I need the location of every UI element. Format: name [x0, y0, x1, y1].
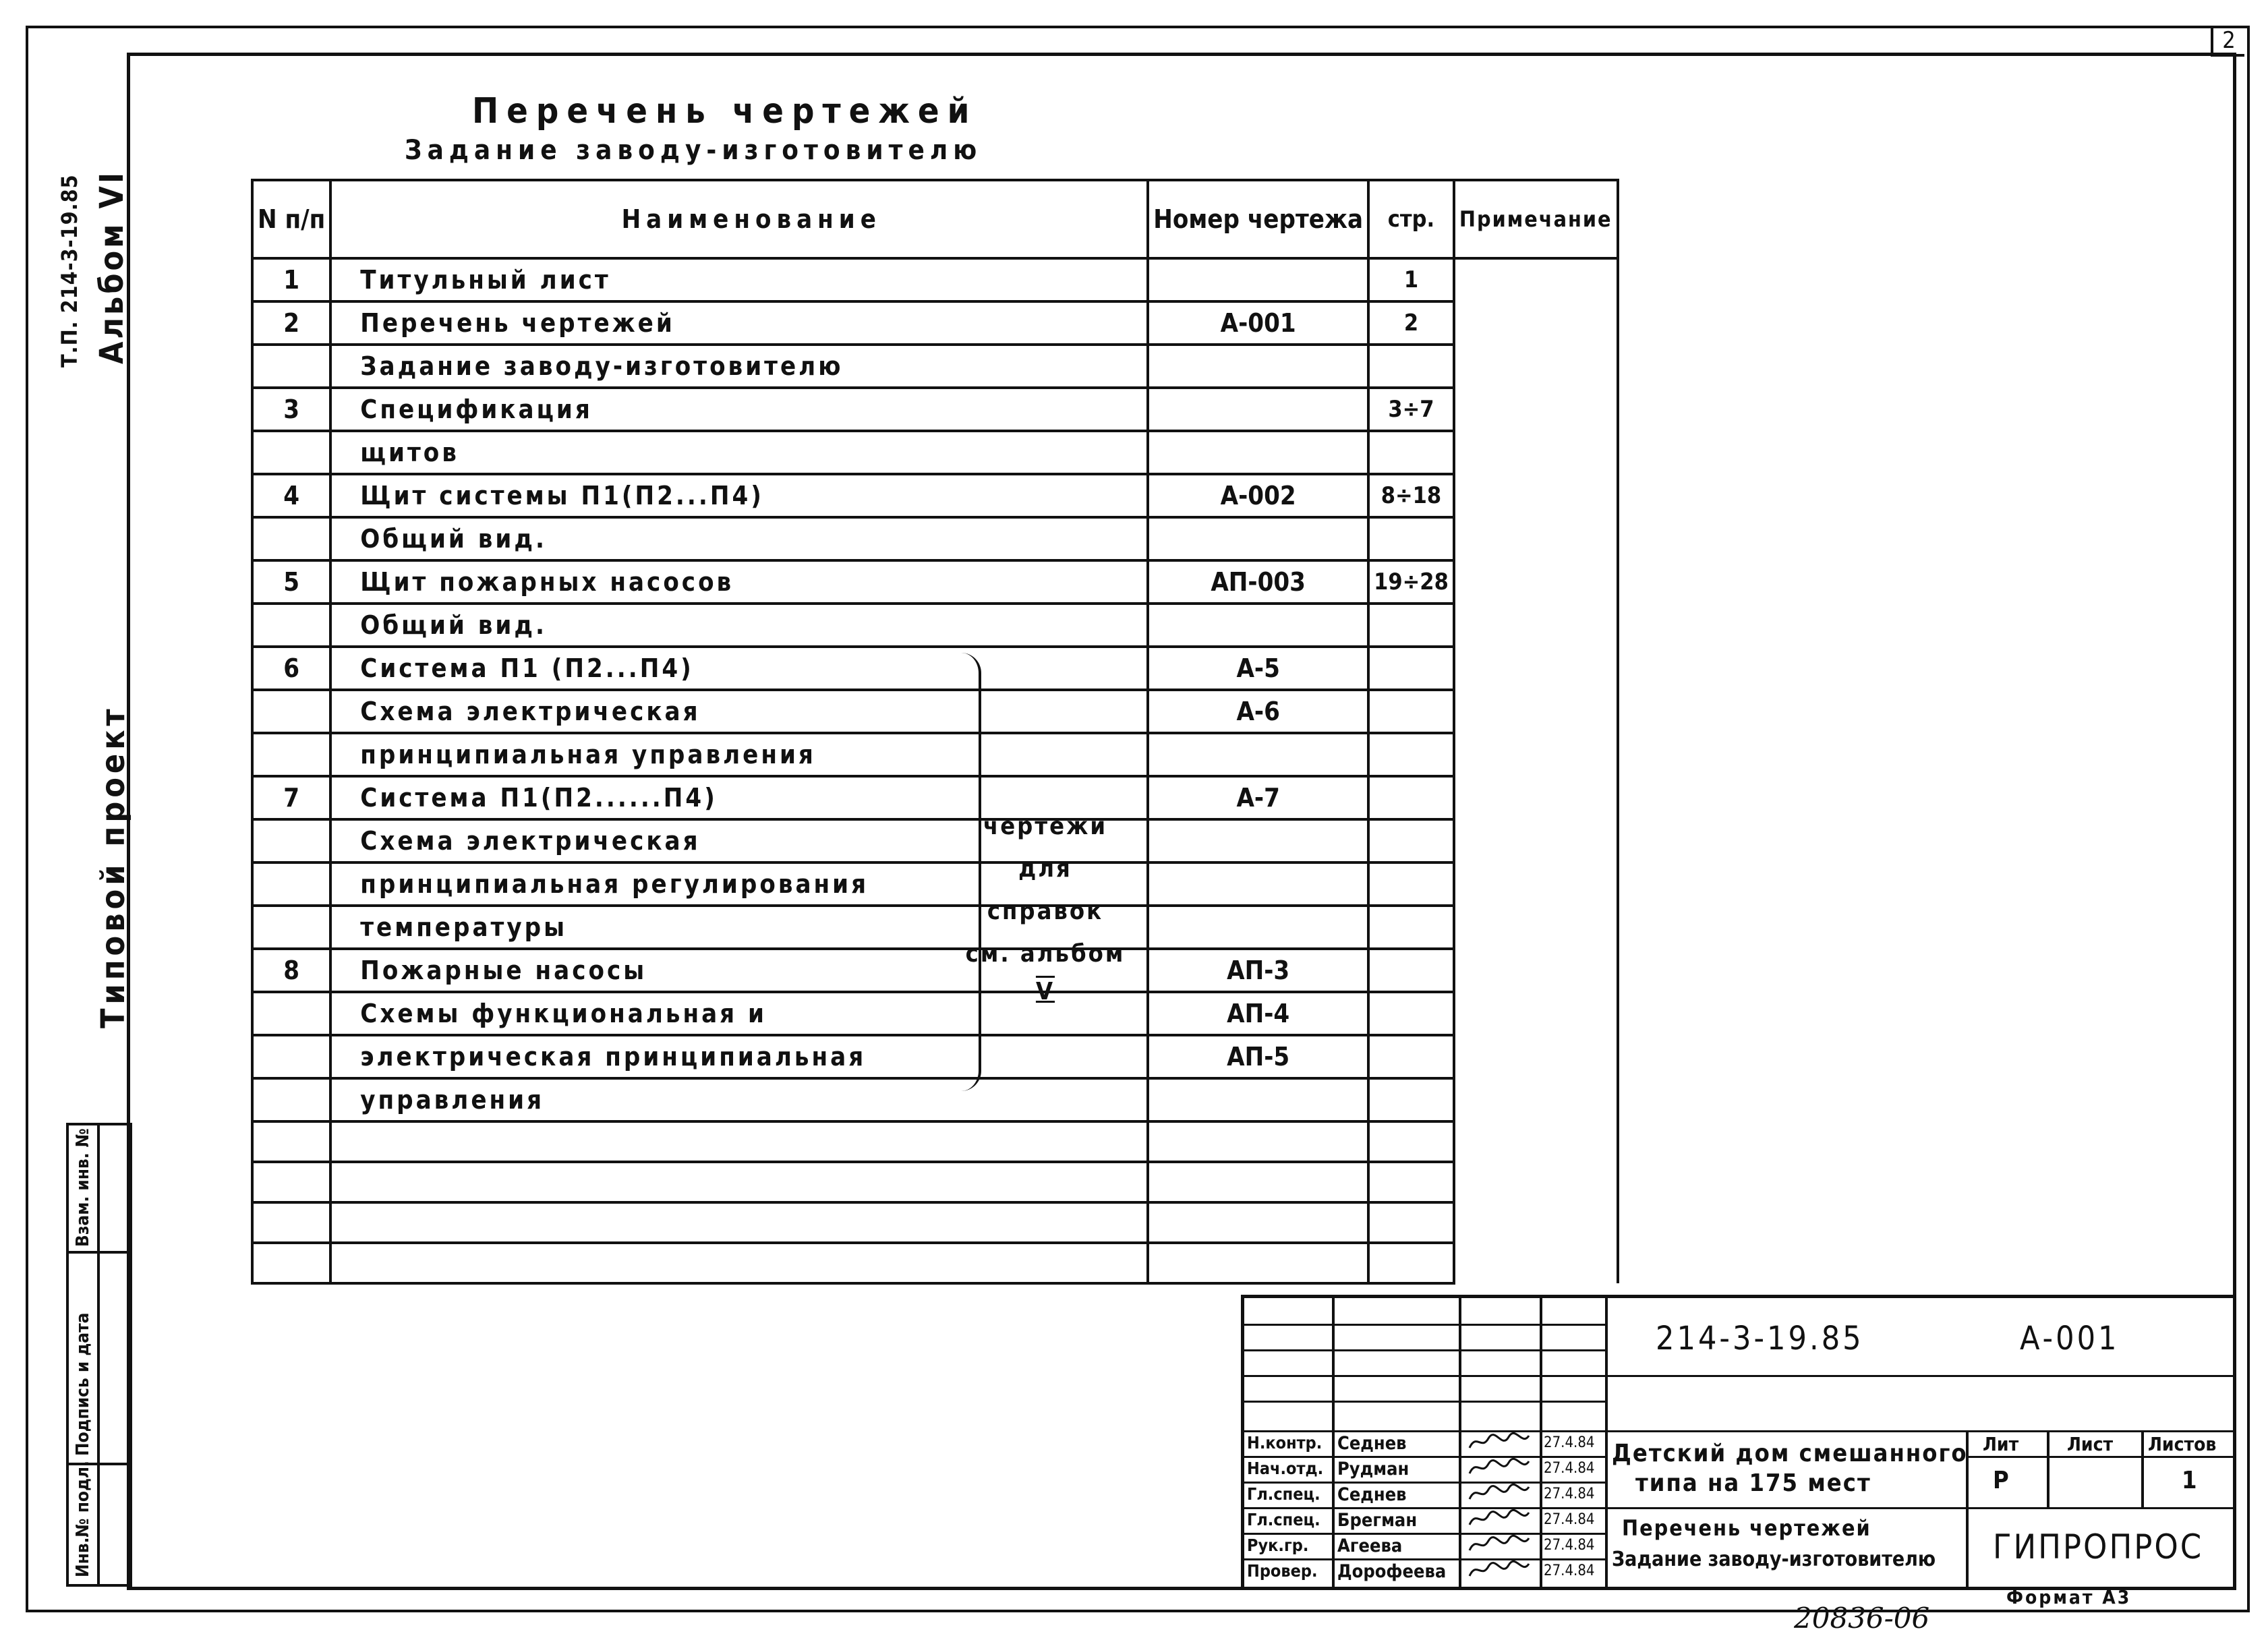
row-page: 8÷18	[1368, 474, 1454, 517]
row-name: электрическая принципиальная	[330, 1035, 1148, 1078]
row-note	[1454, 517, 1618, 560]
row-name	[330, 1162, 1148, 1202]
row-num	[252, 690, 330, 733]
signatory-date: 27.4.84	[1544, 1537, 1595, 1554]
row-note	[1454, 690, 1618, 733]
row-num	[252, 1162, 330, 1202]
row-page	[1368, 992, 1454, 1035]
stamp-vline	[1540, 1298, 1542, 1587]
row-note	[1454, 647, 1618, 690]
signatory-name: Брегман	[1337, 1510, 1418, 1531]
row-num	[252, 604, 330, 647]
row-page	[1368, 819, 1454, 862]
side-stamp-label-1: Взам. инв. №	[73, 1128, 93, 1247]
table-row	[252, 647, 1618, 690]
row-note	[1454, 1078, 1618, 1121]
header-note: Примечание	[1454, 180, 1618, 258]
sheets-value: 1	[2182, 1467, 2197, 1494]
row-note	[1454, 949, 1618, 992]
stamp-hline	[1244, 1533, 1605, 1535]
album-label: Альбом VI	[93, 170, 131, 364]
signatory-date: 27.4.84	[1544, 1460, 1595, 1477]
title-block	[1241, 1295, 2236, 1590]
signatory-date: 27.4.84	[1544, 1434, 1595, 1451]
stamp-vline	[2047, 1430, 2049, 1507]
row-note	[1454, 819, 1618, 862]
note-line: V	[1035, 978, 1055, 1005]
signatory-role: Нач.отд.	[1247, 1459, 1324, 1478]
row-code: А-7	[1148, 776, 1368, 819]
row-code: А-5	[1148, 647, 1368, 690]
sheet-number: 2	[2211, 27, 2244, 57]
signatory-role: Н.контр.	[1247, 1433, 1322, 1453]
table-row	[252, 862, 1618, 906]
row-page	[1368, 949, 1454, 992]
header-code: Номер чертежа	[1148, 180, 1368, 258]
row-name	[330, 1202, 1148, 1243]
table-row	[252, 301, 1618, 345]
row-code	[1148, 517, 1368, 560]
row-code: АП-3	[1148, 949, 1368, 992]
row-page	[1368, 1121, 1454, 1162]
side-stamp-label-3: Инв.№ подл.	[73, 1461, 93, 1577]
signatory-name: Седнев	[1337, 1433, 1407, 1454]
row-num: 3	[252, 388, 330, 431]
row-note	[1454, 560, 1618, 604]
row-name	[330, 1121, 1148, 1162]
row-note	[1454, 776, 1618, 819]
row-num	[252, 1078, 330, 1121]
row-code	[1148, 388, 1368, 431]
signature	[1467, 1456, 1532, 1484]
signatory-date: 27.4.84	[1544, 1562, 1595, 1579]
table-row	[252, 517, 1618, 560]
stamp-hline	[1244, 1375, 1605, 1377]
row-page: 1	[1368, 258, 1454, 301]
stamp-hline	[1244, 1482, 1605, 1484]
row-code	[1148, 819, 1368, 862]
row-num	[252, 819, 330, 862]
note-line: для	[1018, 855, 1072, 883]
row-num: 4	[252, 474, 330, 517]
row-page	[1368, 604, 1454, 647]
table-row	[252, 258, 1618, 301]
table-header-row	[252, 180, 1618, 258]
table-row	[252, 388, 1618, 431]
organization: ГИПРОПРОС	[1993, 1527, 2204, 1566]
row-code	[1148, 604, 1368, 647]
row-page	[1368, 647, 1454, 690]
side-stamp-vline	[97, 1125, 100, 1584]
stamp-vline	[1332, 1298, 1335, 1587]
stamp-hline	[1244, 1456, 1605, 1458]
row-note	[1454, 1035, 1618, 1078]
table-row	[252, 949, 1618, 992]
table-row	[252, 560, 1618, 604]
table-row	[252, 1035, 1618, 1078]
row-code: А-002	[1148, 474, 1368, 517]
page-title: Перечень чертежей	[472, 91, 978, 131]
row-note	[1454, 862, 1618, 906]
row-page	[1368, 1162, 1454, 1202]
signature	[1467, 1430, 1532, 1459]
row-code	[1148, 431, 1368, 474]
row-code	[1148, 906, 1368, 949]
row-code: АП-4	[1148, 992, 1368, 1035]
table-row	[252, 431, 1618, 474]
row-name: Схема электрическая	[330, 690, 1148, 733]
row-code: АП-5	[1148, 1035, 1368, 1078]
table-row	[252, 604, 1618, 647]
signatory-name: Дорофеева	[1337, 1561, 1447, 1582]
row-page	[1368, 776, 1454, 819]
row-num	[252, 733, 330, 776]
row-page	[1368, 1243, 1454, 1283]
row-note	[1454, 992, 1618, 1035]
row-note	[1454, 388, 1618, 431]
stamp-hline	[1244, 1401, 1605, 1403]
signatory-name: Рудман	[1337, 1459, 1409, 1480]
row-code	[1148, 1121, 1368, 1162]
row-name: Щит системы П1(П2...П4)	[330, 474, 1148, 517]
signatory-role: Рук.гр.	[1247, 1535, 1309, 1555]
sheet-code: А-001	[2020, 1320, 2120, 1357]
row-num: 5	[252, 560, 330, 604]
header-num: N п/п	[252, 180, 330, 258]
row-note	[1454, 604, 1618, 647]
signatory-name: Седнев	[1337, 1484, 1407, 1505]
signatory-role: Гл.спец.	[1247, 1484, 1320, 1504]
row-page	[1368, 690, 1454, 733]
drawings-table	[251, 179, 1619, 1285]
row-note	[1454, 474, 1618, 517]
row-name: щитов	[330, 431, 1148, 474]
row-code: АП-003	[1148, 560, 1368, 604]
signature	[1467, 1482, 1532, 1510]
row-code: А-001	[1148, 301, 1368, 345]
sheet-label: Лист	[2067, 1433, 2114, 1455]
row-code	[1148, 733, 1368, 776]
table-row	[252, 733, 1618, 776]
note-line: см. альбом	[965, 940, 1126, 968]
project-code: Т.П. 214-3-19.85	[57, 174, 82, 368]
row-code	[1148, 862, 1368, 906]
row-code	[1148, 1202, 1368, 1243]
header-page: стр.	[1368, 180, 1454, 258]
stamp-hline	[1966, 1456, 2233, 1458]
signatory-role: Гл.спец.	[1247, 1510, 1320, 1529]
table-row	[252, 1162, 1618, 1202]
row-name: Система П1(П2......П4)	[330, 776, 1148, 819]
row-page: 2	[1368, 301, 1454, 345]
stamp-hline	[1244, 1324, 1605, 1326]
row-page: 19÷28	[1368, 560, 1454, 604]
row-num	[252, 517, 330, 560]
stamp-hline	[1605, 1507, 2233, 1509]
row-code	[1148, 1243, 1368, 1283]
row-name: Общий вид.	[330, 517, 1148, 560]
row-page	[1368, 862, 1454, 906]
signatory-name: Агеева	[1337, 1535, 1403, 1556]
note-line: чертежи	[983, 813, 1108, 840]
row-name: Спецификация	[330, 388, 1148, 431]
note-line: справок	[987, 898, 1104, 925]
lit-value: Р	[1993, 1467, 2009, 1494]
row-num	[252, 1243, 330, 1283]
stamp-hline	[1244, 1507, 1605, 1509]
row-num: 2	[252, 301, 330, 345]
row-name: Титульный лист	[330, 258, 1148, 301]
row-name: Пожарные насосы	[330, 949, 1148, 992]
drawing-line-2: Задание заводу-изготовителю	[1612, 1548, 1936, 1571]
signature	[1467, 1533, 1532, 1561]
row-num	[252, 431, 330, 474]
signatory-date: 27.4.84	[1544, 1511, 1595, 1528]
stamp-hline	[1605, 1430, 2233, 1432]
row-num: 8	[252, 949, 330, 992]
typical-project-label: Типовой проект	[94, 705, 132, 1028]
row-name: принципиальная регулирования	[330, 862, 1148, 906]
archive-number: 20836-06	[1794, 1602, 1930, 1635]
signatory-role: Провер.	[1247, 1561, 1318, 1581]
stamp-hline	[1244, 1558, 1605, 1560]
row-note	[1454, 431, 1618, 474]
object-line-1: Детский дом смешанного	[1612, 1440, 1968, 1467]
signature	[1467, 1558, 1532, 1587]
stamp-vline	[1605, 1298, 1608, 1587]
table-row	[252, 819, 1618, 862]
row-page: 3÷7	[1368, 388, 1454, 431]
row-page	[1368, 431, 1454, 474]
row-page	[1368, 733, 1454, 776]
table-row	[252, 776, 1618, 819]
row-note	[1454, 1121, 1618, 1162]
row-num	[252, 862, 330, 906]
doc-number: 214-3-19.85	[1656, 1320, 1864, 1357]
row-num	[252, 992, 330, 1035]
table-row	[252, 474, 1618, 517]
row-note	[1454, 345, 1618, 388]
row-name	[330, 1243, 1148, 1283]
side-stamp	[66, 1123, 132, 1587]
stamp-vline	[1459, 1298, 1461, 1587]
row-name: Схемы функциональная и	[330, 992, 1148, 1035]
row-name: принципиальная управления	[330, 733, 1148, 776]
row-num	[252, 1202, 330, 1243]
signature	[1467, 1507, 1532, 1535]
row-code	[1148, 258, 1368, 301]
row-num: 1	[252, 258, 330, 301]
stamp-hline	[1244, 1349, 1605, 1351]
table-row	[252, 1078, 1618, 1121]
row-name: Задание заводу-изготовителю	[330, 345, 1148, 388]
table-row	[252, 345, 1618, 388]
row-num	[252, 345, 330, 388]
row-code	[1148, 1162, 1368, 1202]
row-code: А-6	[1148, 690, 1368, 733]
row-name: температуры	[330, 906, 1148, 949]
table-row	[252, 1121, 1618, 1162]
row-name: Перечень чертежей	[330, 301, 1148, 345]
row-num	[252, 906, 330, 949]
row-note	[1454, 1202, 1618, 1243]
signatory-date: 27.4.84	[1544, 1486, 1595, 1502]
stamp-hline	[1244, 1430, 1605, 1432]
stamp-hline	[1605, 1375, 2233, 1377]
stamp-vline	[2141, 1430, 2144, 1507]
row-page	[1368, 1202, 1454, 1243]
row-page	[1368, 1035, 1454, 1078]
row-name: Общий вид.	[330, 604, 1148, 647]
side-stamp-label-2: Подпись и дата	[73, 1312, 93, 1456]
row-num: 6	[252, 647, 330, 690]
page-subtitle: Задание заводу-изготовителю	[405, 135, 983, 166]
row-note	[1454, 1243, 1618, 1283]
header-name: Наименование	[330, 180, 1148, 258]
row-name: управления	[330, 1078, 1148, 1121]
table-row	[252, 690, 1618, 733]
table-row	[252, 906, 1618, 949]
lit-label: Лит	[1983, 1433, 2019, 1455]
row-num: 7	[252, 776, 330, 819]
row-note	[1454, 733, 1618, 776]
row-name: Схема электрическая	[330, 819, 1148, 862]
row-num	[252, 1035, 330, 1078]
row-code	[1148, 345, 1368, 388]
row-name: Щит пожарных насосов	[330, 560, 1148, 604]
row-note	[1454, 258, 1618, 301]
format-label: Формат А3	[2006, 1586, 2132, 1608]
drawing-line-1: Перечень чертежей	[1622, 1515, 1871, 1541]
table-row	[252, 1243, 1618, 1283]
table-row	[252, 992, 1618, 1035]
row-note	[1454, 301, 1618, 345]
row-page	[1368, 345, 1454, 388]
row-note	[1454, 1162, 1618, 1202]
row-page	[1368, 906, 1454, 949]
row-note	[1454, 906, 1618, 949]
row-name: Система П1 (П2...П4)	[330, 647, 1148, 690]
sheets-label: Листов	[2148, 1433, 2217, 1455]
row-code	[1148, 1078, 1368, 1121]
object-line-2: типа на 175 мест	[1635, 1469, 1871, 1497]
row-num	[252, 1121, 330, 1162]
row-page	[1368, 517, 1454, 560]
table-row	[252, 1202, 1618, 1243]
row-page	[1368, 1078, 1454, 1121]
